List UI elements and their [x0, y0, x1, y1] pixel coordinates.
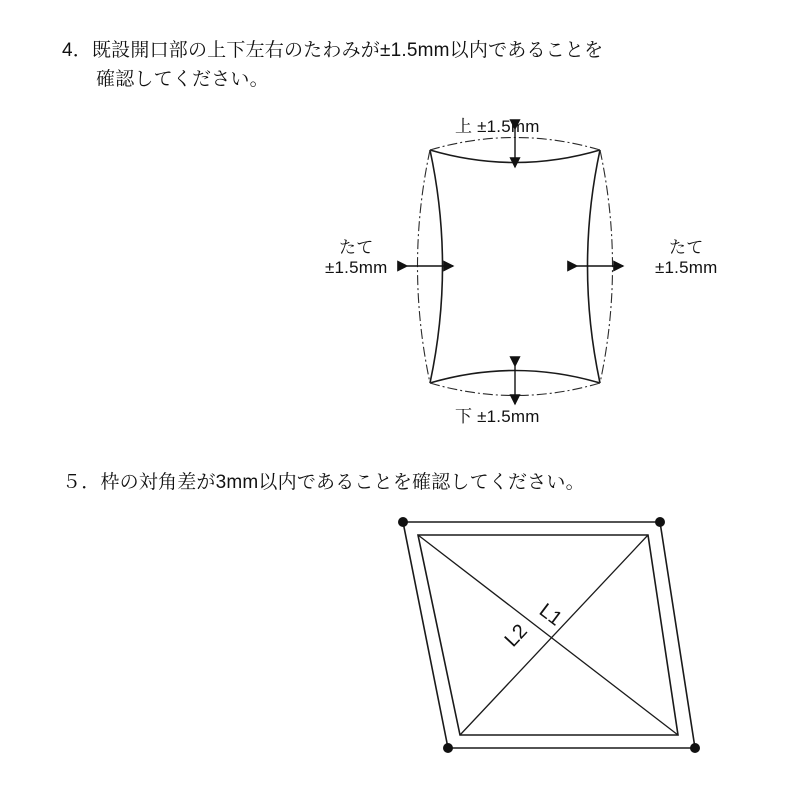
label-left-line2: ±1.5mm: [325, 258, 388, 278]
corner-dot-bottom-right: [690, 743, 700, 753]
label-diagonal-l1-text: L1: [534, 599, 567, 631]
diagonal-diagram: [370, 505, 730, 775]
label-bottom-tolerance: 下 ±1.5mm: [455, 407, 540, 426]
section-5-heading: [62, 468, 762, 497]
corner-dot-bottom-left: [443, 743, 453, 753]
label-right-tolerance: [655, 238, 718, 278]
diagonal-l1: [418, 535, 678, 735]
corner-dot-top-right: [655, 517, 665, 527]
label-top-tolerance: 上 ±1.5mm: [455, 117, 540, 136]
section-4-number: 4．: [62, 40, 92, 61]
label-right-line2: ±1.5mm: [655, 258, 718, 278]
section-5-text: 枠の対角差が3mm以内であることを確認してください。: [100, 472, 585, 493]
corner-dot-top-left: [398, 517, 408, 527]
section-4-text-line2: 確認してください。: [96, 69, 269, 91]
section-4-heading: [62, 36, 752, 95]
label-left-tolerance: [325, 238, 388, 278]
diagonal-l2: [460, 535, 648, 735]
label-diagonal-l2-text: L2: [500, 620, 532, 652]
section-5-number: ５．: [62, 472, 101, 493]
section-4-text-line1: 既設開口部の上下左右のたわみが±1.5mm以内であることを: [91, 40, 604, 61]
label-right-line1: たて: [669, 238, 704, 257]
label-left-line1: たて: [339, 238, 374, 257]
